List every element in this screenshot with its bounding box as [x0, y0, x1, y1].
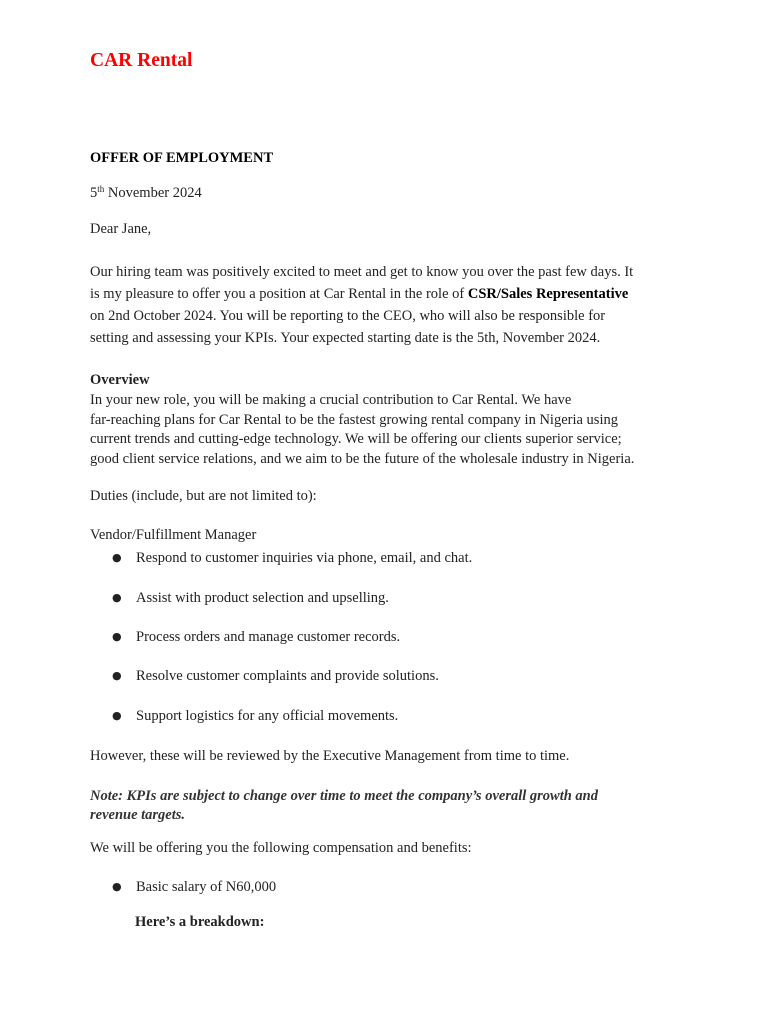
- overview-line: far-reaching plans for Car Rental to be the fastest growing rental company in Nigeria using: [90, 411, 618, 428]
- date-day: 5: [90, 185, 98, 201]
- bullet-icon: ●: [112, 630, 122, 643]
- bullet-icon: ●: [112, 591, 122, 604]
- company-name: CAR Rental: [90, 50, 193, 71]
- intro-line-2-text: is my pleasure to offer you a position at Car Rental in the role of: [90, 286, 468, 302]
- kpi-note: [90, 787, 598, 825]
- review-note: However, these will be reviewed by the Executive Management from time to time.: [90, 748, 570, 764]
- overview-line: good client service relations, and we aim to be the future of the wholesale industry in Nigeria.: [90, 450, 635, 467]
- duty-text: Assist with product selection and upselling.: [136, 590, 389, 606]
- overview-line: current trends and cutting-edge technology. We will be offering our clients superior service;: [90, 431, 622, 447]
- intro-paragraph: [90, 261, 670, 349]
- overview-paragraph: [90, 391, 634, 469]
- benefit-text: Basic salary of N60,000: [136, 879, 277, 895]
- letter-date: [90, 185, 202, 202]
- duty-text: Respond to customer inquiries via phone, email, and chat.: [136, 550, 473, 566]
- duty-item: [112, 668, 439, 685]
- duty-item: [112, 590, 389, 607]
- duty-item: [112, 629, 400, 646]
- overview-line: In your new role, you will be making a crucial contribution to Car Rental. We have: [90, 392, 572, 408]
- bullet-icon: ●: [112, 669, 122, 682]
- bullet-icon: ●: [112, 709, 122, 722]
- role-title: CSR/Sales Representative: [467, 286, 629, 302]
- duty-text: Process orders and manage customer records.: [136, 629, 401, 645]
- date-suffix: th: [97, 184, 105, 194]
- duties-intro: Duties (include, but are not limited to):: [90, 488, 317, 504]
- letter-heading: OFFER OF EMPLOYMENT: [90, 150, 274, 166]
- intro-line-3-text: on 2nd October 2024. You will be reporting to the CEO: [90, 308, 413, 324]
- benefit-item: [112, 879, 276, 896]
- duty-item: [112, 550, 472, 567]
- overview-title: Overview: [90, 372, 150, 388]
- date-rest: November 2024: [104, 185, 202, 201]
- intro-line-2: [90, 283, 670, 305]
- intro-line-4: [90, 327, 670, 349]
- duties-role: Vendor/Fulfillment Manager: [90, 527, 257, 543]
- greeting: Dear Jane,: [90, 221, 152, 237]
- duty-text: Resolve customer complaints and provide solutions.: [136, 668, 439, 684]
- kpi-note-line: revenue targets.: [90, 807, 186, 823]
- compensation-intro: We will be offering you the following compensation and benefits:: [90, 840, 472, 856]
- breakdown-title: Here’s a breakdown:: [135, 914, 265, 930]
- intro-line-3: [90, 305, 670, 327]
- intro-line-1: Our hiring team was positively excited to meet and get to know you over the past few days. It: [90, 264, 634, 280]
- duty-item: [112, 708, 398, 725]
- bullet-icon: ●: [112, 551, 122, 564]
- intro-line-3-rest: , who will also be responsible for: [412, 308, 606, 324]
- intro-line-4-text: setting and assessing your KPIs.: [90, 330, 281, 346]
- start-date-sentence: Your expected starting date is the 5th, November 2024.: [280, 330, 601, 346]
- kpi-note-line: Note: KPIs are subject to change over time to meet the company’s overall growth and: [90, 788, 598, 804]
- duty-text: Support logistics for any official movements.: [136, 708, 399, 724]
- bullet-icon: ●: [112, 880, 122, 893]
